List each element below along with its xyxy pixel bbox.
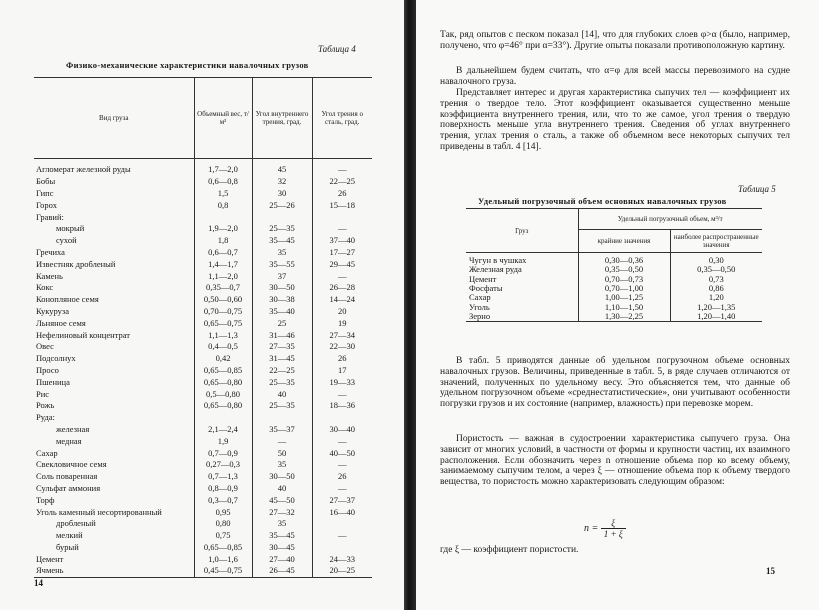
- table4-row: [34, 317, 372, 329]
- table4-cell-steel-friction: 20—25: [312, 565, 372, 577]
- table4-cell-steel-friction: 29—45: [312, 258, 372, 270]
- table4-row: [34, 365, 372, 377]
- table4-cell-internal-friction: 45: [252, 159, 312, 176]
- table4-cell-cargo: Агломерат железной руды: [36, 164, 131, 175]
- table4-row: [34, 353, 372, 365]
- table4-cell-steel-friction: 19—33: [312, 376, 372, 388]
- table5-cell-common: 1,20—1,40: [670, 312, 762, 322]
- table4-row: [34, 553, 372, 565]
- table4-cell-internal-friction: 35—45: [252, 235, 312, 247]
- formula-denominator: 1 + ξ: [603, 529, 623, 539]
- table5-cell-common: 1,20: [670, 293, 762, 302]
- table4-col-cargo: Вид груза: [34, 78, 194, 159]
- table4-cell-internal-friction: 30—45: [252, 542, 312, 554]
- table5-title: Удельный погрузочный объем основных навалочных грузов: [478, 196, 727, 206]
- table4-title: Физико-механические характеристики навалочных грузов: [66, 60, 309, 70]
- table4-cell-internal-friction: 40: [252, 388, 312, 400]
- table4-cell-cargo: Камень: [36, 270, 63, 281]
- table4-cell-weight: 0,65—0,80: [194, 376, 252, 388]
- table5-row: [466, 312, 762, 322]
- table4-cell-internal-friction: 25—26: [252, 199, 312, 211]
- table4-cell-cargo: медная: [56, 435, 82, 446]
- table4-cell-cargo: мокрый: [56, 223, 85, 234]
- table4-cell-steel-friction: —: [312, 223, 372, 235]
- table4-row: [34, 235, 372, 247]
- table5-cell-limits: 0,70—0,73: [578, 275, 670, 284]
- table4-cell-weight: 0,7—0,9: [194, 447, 252, 459]
- table4-cell-weight: 1,9—2,0: [194, 223, 252, 235]
- table5-cell-limits: 0,30—0,36: [578, 253, 670, 266]
- table4-row: [34, 176, 372, 188]
- table4-row: [34, 459, 372, 471]
- table4: [34, 77, 372, 578]
- table4-cell-cargo: Сульфат аммония: [36, 482, 101, 493]
- table4-row: [34, 258, 372, 270]
- table4-cell-internal-friction: 35—37: [252, 424, 312, 436]
- table4-cell-steel-friction: —: [312, 435, 372, 447]
- table4-cell-weight: 0,5—0,80: [194, 388, 252, 400]
- table4-cell-steel-friction: 24—33: [312, 553, 372, 565]
- paragraph-2: В дальнейшем будем считать, что α=φ для всей массы перевозимого на судне навалочного груза.: [440, 66, 790, 87]
- table4-cell-weight: 0,8: [194, 199, 252, 211]
- table4-cell-internal-friction: 35—40: [252, 306, 312, 318]
- table4-cell-steel-friction: 27—37: [312, 494, 372, 506]
- table4-cell-cargo: Пшеница: [36, 376, 70, 387]
- table5-cell-common: 0,86: [670, 284, 762, 293]
- table4-cell-weight: 1,1—1,3: [194, 329, 252, 341]
- table4-cell-internal-friction: [252, 412, 312, 424]
- table4-cell-cargo: Нефелиновый концентрат: [36, 329, 130, 340]
- table5-cell-common: 0,73: [670, 275, 762, 284]
- table4-cell-internal-friction: 25—35: [252, 223, 312, 235]
- table5-caption: Таблица 5: [738, 184, 776, 194]
- table4-cell-steel-friction: 26: [312, 353, 372, 365]
- table4-cell-steel-friction: 18—36: [312, 400, 372, 412]
- table4-cell-steel-friction: 26: [312, 471, 372, 483]
- table4-cell-internal-friction: 37: [252, 270, 312, 282]
- table4-row: [34, 376, 372, 388]
- table4-row: [34, 188, 372, 200]
- paragraph-4: В табл. 5 приводятся данные об удельном погрузочном объеме основных навалочных грузов. Величины, приведенные в табл. 5, в ряде случаев отличаются от значений, полученных по удельному весу. Это объясняется тем, что данные об удельном погрузочном объеме «среднестатистические», они учитывают особенности погрузки грузов и их состояние (например, влажность) при перевозке морем.: [440, 356, 790, 410]
- table4-cell-cargo: дробленый: [56, 518, 96, 529]
- table4-cell-internal-friction: 31—45: [252, 353, 312, 365]
- table4-row: [34, 565, 372, 577]
- table4-row: [34, 424, 372, 436]
- table4-cell-cargo: Рожь: [36, 400, 55, 411]
- table4-cell-internal-friction: 35: [252, 247, 312, 259]
- table4-row: [34, 270, 372, 282]
- table4-cell-cargo: Руда:: [36, 412, 55, 423]
- table4-cell-weight: 0,6—0,7: [194, 247, 252, 259]
- table4-cell-cargo: мелкий: [56, 530, 83, 541]
- table4-cell-cargo: Уголь каменный несортированный: [36, 506, 162, 517]
- table4-cell-weight: 0,35—0,7: [194, 282, 252, 294]
- table4-cell-cargo: Конопляное семя: [36, 294, 99, 305]
- table5-cell-common: 1,20—1,35: [670, 302, 762, 311]
- table4-cell-steel-friction: 20: [312, 306, 372, 318]
- table4-cell-weight: 0,65—0,75: [194, 317, 252, 329]
- table4-cell-weight: 0,65—0,80: [194, 400, 252, 412]
- paragraph-1: Так, ряд опытов с песком показал [14], что для глубоких слоев φ>α (было, например, получено, что φ=46° при α=33°). Другие опыты показали противоположную картину.: [440, 30, 790, 51]
- table4-cell-weight: 0,80: [194, 518, 252, 530]
- table4-cell-cargo: Льняное семя: [36, 317, 86, 328]
- table4-cell-cargo: Рис: [36, 388, 50, 399]
- table4-row: [34, 530, 372, 542]
- table4-col-internal-friction: Угол внутреннего трения, град.: [252, 78, 312, 159]
- table4-cell-steel-friction: 19: [312, 317, 372, 329]
- table4-cell-internal-friction: [252, 211, 312, 223]
- table4-cell-cargo: Соль поваренная: [36, 471, 98, 482]
- table4-cell-cargo: Свекловичное семя: [36, 459, 107, 470]
- table4-cell-weight: 1,8: [194, 235, 252, 247]
- table4-cell-weight: 0,6—0,8: [194, 176, 252, 188]
- table4-cell-internal-friction: 40: [252, 483, 312, 495]
- table4-row: [34, 506, 372, 518]
- table4-cell-cargo: Торф: [36, 494, 55, 505]
- table5-cell-limits: 1,10—1,50: [578, 302, 670, 311]
- table4-row: [34, 388, 372, 400]
- right-page: [416, 0, 819, 610]
- table4-row: [34, 223, 372, 235]
- table4-cell-steel-friction: 17: [312, 365, 372, 377]
- table5-cell-cargo: Сахар: [469, 292, 491, 303]
- table4-row: [34, 329, 372, 341]
- table4-row: [34, 471, 372, 483]
- table5-col-common: наиболее распространенные значения: [670, 230, 762, 253]
- table4-cell-internal-friction: 30—50: [252, 282, 312, 294]
- table4-cell-steel-friction: —: [312, 159, 372, 176]
- table4-cell-steel-friction: 16—40: [312, 506, 372, 518]
- table4-row: [34, 247, 372, 259]
- table4-cell-internal-friction: —: [252, 435, 312, 447]
- table5-cell-common: 0,30: [670, 253, 762, 266]
- table4-cell-steel-friction: [312, 518, 372, 530]
- paragraph-5: Пористость — важная в судостроении характеристика сыпучего груза. Она зависит от многих условий, в частности от формы и крупности частиц, их взаимного расположения. Если обозначить через n отношение объема пор ко всему объему, занимаемому сыпучим телом, а через ξ — отношение объема пор к объему твердого вещества, то пористость можно характеризовать следующим образом:: [440, 434, 790, 488]
- table4-cell-cargo: Гречиха: [36, 246, 65, 257]
- table4-cell-cargo: Гипс: [36, 187, 54, 198]
- table4-cell-weight: 1,7—2,0: [194, 159, 252, 176]
- table4-cell-steel-friction: —: [312, 483, 372, 495]
- paragraph-3: Представляет интерес и другая характеристика сыпучих тел — коэффициент их трения о твердое тело. Этот коэффициент оказывается существенно меньше коэффициента внутреннего трения, или, что то же самое, угол трения о твердую поверхность меньше угла внутреннего трения. Сведения об углах внутреннего трения, углах трения о сталь, а также об объемном весе некоторых сыпучих тел приведены в табл. 4 [14].: [440, 88, 790, 152]
- table4-cell-cargo: Бобы: [36, 176, 56, 187]
- table4-cell-internal-friction: 35: [252, 518, 312, 530]
- table4-cell-weight: 0,45—0,75: [194, 565, 252, 577]
- table4-row: [34, 341, 372, 353]
- formula-fraction: [601, 518, 626, 539]
- table4-cell-cargo: Просо: [36, 364, 59, 375]
- table4-cell-steel-friction: —: [312, 459, 372, 471]
- table4-cell-steel-friction: 30—40: [312, 424, 372, 436]
- table5-cell-cargo: Фосфаты: [469, 283, 503, 294]
- table4-cell-weight: 2,1—2,4: [194, 424, 252, 436]
- table4-cell-cargo: Известняк дробленый: [36, 258, 116, 269]
- table5-body: [466, 253, 762, 322]
- table4-row: [34, 542, 372, 554]
- table4-row: [34, 159, 372, 176]
- table4-cell-internal-friction: 32: [252, 176, 312, 188]
- table4-cell-internal-friction: 30—50: [252, 471, 312, 483]
- table4-cell-weight: 0,50—0,60: [194, 294, 252, 306]
- table4-cell-steel-friction: [312, 211, 372, 223]
- table4-cell-steel-friction: 17—27: [312, 247, 372, 259]
- table4-header-row: [34, 78, 372, 159]
- table4-cell-internal-friction: 31—46: [252, 329, 312, 341]
- table4-col-weight: Объемный вес, т/м³: [194, 78, 252, 159]
- table4-cell-internal-friction: 50: [252, 447, 312, 459]
- table4-cell-weight: 0,65—0,85: [194, 542, 252, 554]
- table4-cell-cargo: сухой: [56, 235, 77, 246]
- table4-cell-cargo: Ячмень: [36, 565, 64, 576]
- table4-cell-weight: 1,9: [194, 435, 252, 447]
- table5: [466, 208, 762, 322]
- table4-cell-cargo: Горох: [36, 199, 57, 210]
- table4-row: [34, 447, 372, 459]
- table4-cell-cargo: Сахар: [36, 447, 58, 458]
- table4-cell-steel-friction: —: [312, 270, 372, 282]
- table4-cell-weight: 0,7—1,3: [194, 471, 252, 483]
- table4-col-steel-friction: Угол трения о сталь, град.: [312, 78, 372, 159]
- table5-col-cargo: Груз: [466, 209, 578, 253]
- table4-cell-internal-friction: 27—35: [252, 341, 312, 353]
- table4-cell-weight: 0,4—0,5: [194, 341, 252, 353]
- table4-row: [34, 400, 372, 412]
- table4-row: [34, 435, 372, 447]
- table4-cell-steel-friction: 40—50: [312, 447, 372, 459]
- table4-cell-internal-friction: 45—50: [252, 494, 312, 506]
- table4-cell-weight: [194, 211, 252, 223]
- table5-cell-cargo: Чугун в чушках: [469, 255, 527, 266]
- table4-cell-internal-friction: 30: [252, 188, 312, 200]
- page-number-left: 14: [34, 578, 43, 588]
- table4-cell-weight: 1,4—1,7: [194, 258, 252, 270]
- table4-cell-steel-friction: 26: [312, 188, 372, 200]
- table4-cell-steel-friction: 27—34: [312, 329, 372, 341]
- table4-row: [34, 483, 372, 495]
- table4-cell-steel-friction: 15—18: [312, 199, 372, 211]
- table4-cell-weight: 0,42: [194, 353, 252, 365]
- table4-row: [34, 518, 372, 530]
- table4-cell-steel-friction: 26—28: [312, 282, 372, 294]
- table4-caption: Таблица 4: [318, 44, 356, 54]
- table4-row: [34, 306, 372, 318]
- table4-cell-internal-friction: 22—25: [252, 365, 312, 377]
- table5-col-group: Удельный погрузочный объем, м³/т: [578, 209, 762, 230]
- table5-cell-limits: 1,00—1,25: [578, 293, 670, 302]
- formula-numerator: ξ: [601, 518, 626, 529]
- table4-cell-internal-friction: 35—55: [252, 258, 312, 270]
- table4-cell-steel-friction: 22—25: [312, 176, 372, 188]
- table4-cell-steel-friction: —: [312, 388, 372, 400]
- table4-row: [34, 412, 372, 424]
- table4-cell-weight: 1,0—1,6: [194, 553, 252, 565]
- table4-cell-steel-friction: 37—40: [312, 235, 372, 247]
- table5-cell-cargo: Уголь: [469, 301, 490, 312]
- table4-cell-internal-friction: 27—32: [252, 506, 312, 518]
- left-page: [0, 0, 404, 610]
- table4-cell-cargo: Подсолнух: [36, 353, 76, 364]
- table4-row: [34, 294, 372, 306]
- table4-cell-internal-friction: 27—40: [252, 553, 312, 565]
- table4-cell-weight: [194, 412, 252, 424]
- table5-col-limits: крайние значения: [578, 230, 670, 253]
- table4-cell-cargo: Кокс: [36, 282, 54, 293]
- table4-cell-cargo: Гравий:: [36, 211, 64, 222]
- table4-cell-weight: 0,70—0,75: [194, 306, 252, 318]
- table4-cell-internal-friction: 25: [252, 317, 312, 329]
- table5-cell-limits: 0,70—1,00: [578, 284, 670, 293]
- table4-cell-internal-friction: 35—45: [252, 530, 312, 542]
- table5-cell-cargo: Железная руда: [469, 264, 522, 275]
- table4-cell-steel-friction: [312, 412, 372, 424]
- table5-cell-limits: 1,30—2,25: [578, 312, 670, 322]
- table4-cell-weight: 0,27—0,3: [194, 459, 252, 471]
- table5-cell-common: 0,35—0,50: [670, 265, 762, 274]
- table4-cell-steel-friction: 14—24: [312, 294, 372, 306]
- table4-cell-weight: 1,1—2,0: [194, 270, 252, 282]
- table4-body: [34, 159, 372, 578]
- table4-cell-weight: 0,65—0,85: [194, 365, 252, 377]
- table4-row: [34, 494, 372, 506]
- table4-cell-cargo: Овес: [36, 341, 54, 352]
- table4-cell-internal-friction: 30—38: [252, 294, 312, 306]
- table4-cell-internal-friction: 25—35: [252, 376, 312, 388]
- table4-row: [34, 211, 372, 223]
- page-number-right: 15: [766, 566, 775, 576]
- table4-cell-weight: 0,8—0,9: [194, 483, 252, 495]
- table4-cell-steel-friction: —: [312, 530, 372, 542]
- table4-cell-weight: 0,3—0,7: [194, 494, 252, 506]
- table4-cell-steel-friction: 22—30: [312, 341, 372, 353]
- table5-row: [466, 253, 762, 266]
- table4-cell-internal-friction: 25—35: [252, 400, 312, 412]
- table4-cell-cargo: Цемент: [36, 553, 64, 564]
- formula-lhs: n =: [584, 522, 599, 534]
- table4-cell-weight: 0,95: [194, 506, 252, 518]
- table4-cell-cargo: железная: [56, 423, 90, 434]
- porosity-formula: [584, 518, 626, 539]
- table4-row: [34, 282, 372, 294]
- table4-cell-cargo: бурый: [56, 541, 79, 552]
- book-gutter: [404, 0, 416, 610]
- table4-cell-weight: 0,75: [194, 530, 252, 542]
- table4-cell-internal-friction: 26—45: [252, 565, 312, 577]
- table4-cell-internal-friction: 35: [252, 459, 312, 471]
- table4-cell-weight: 1,5: [194, 188, 252, 200]
- paragraph-6: где ξ — коэффициент пористости.: [440, 545, 579, 555]
- table5-cell-cargo: Цемент: [469, 273, 497, 284]
- table4-cell-steel-friction: [312, 542, 372, 554]
- table5-cell-cargo: Зерно: [469, 310, 491, 321]
- table4-row: [34, 199, 372, 211]
- table5-cell-limits: 0,35—0,50: [578, 265, 670, 274]
- table4-cell-cargo: Кукуруза: [36, 305, 70, 316]
